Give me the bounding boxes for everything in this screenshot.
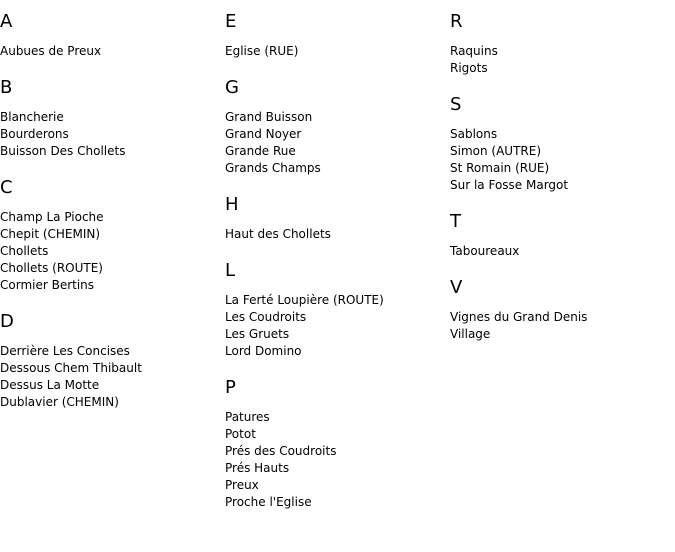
street-name: Sur la Fosse Margot bbox=[450, 178, 569, 192]
street-list bbox=[0, 343, 220, 411]
street-list bbox=[0, 209, 220, 294]
street-name: Blancherie bbox=[0, 110, 64, 124]
letter-group-s bbox=[450, 93, 670, 194]
street-list bbox=[450, 43, 670, 77]
letter-group-c bbox=[0, 176, 220, 294]
street-name: Eglise (RUE) bbox=[225, 44, 299, 58]
street-name: Dessus La Motte bbox=[0, 378, 100, 392]
street-name: Proche l'Eglise bbox=[225, 495, 312, 509]
letter-group-p bbox=[225, 376, 445, 511]
street-list bbox=[0, 43, 220, 60]
street-name: Buisson Des Chollets bbox=[0, 144, 126, 158]
street-list bbox=[450, 126, 670, 194]
street-name: Patures bbox=[225, 410, 270, 424]
letter-heading: D bbox=[0, 311, 14, 332]
street-name: Dessous Chem Thibault bbox=[0, 361, 142, 375]
letter-group-g bbox=[225, 76, 445, 177]
street-name: Simon (AUTRE) bbox=[450, 144, 542, 158]
letter-group-b bbox=[0, 76, 220, 160]
letter-group-a bbox=[0, 10, 220, 60]
letter-group-r bbox=[450, 10, 670, 77]
letter-heading: V bbox=[450, 277, 463, 298]
letter-heading: C bbox=[0, 177, 13, 198]
street-list bbox=[225, 409, 445, 511]
street-name: Lord Domino bbox=[225, 344, 302, 358]
street-name: Sablons bbox=[450, 127, 498, 141]
street-name: Derrière Les Concises bbox=[0, 344, 130, 358]
street-list bbox=[0, 109, 220, 160]
street-name: St Romain (RUE) bbox=[450, 161, 550, 175]
letter-heading: E bbox=[225, 11, 237, 32]
street-name: Grande Rue bbox=[225, 144, 296, 158]
street-name: Prés des Coudroits bbox=[225, 444, 337, 458]
letter-heading: S bbox=[450, 94, 462, 115]
street-name: Chollets (ROUTE) bbox=[0, 261, 103, 275]
street-list bbox=[225, 43, 445, 60]
street-name: Preux bbox=[225, 478, 259, 492]
letter-heading: B bbox=[0, 77, 13, 98]
street-name: Grand Buisson bbox=[225, 110, 313, 124]
letter-heading: L bbox=[225, 260, 236, 281]
street-list bbox=[450, 243, 670, 260]
street-name: Les Gruets bbox=[225, 327, 290, 341]
street-name: Chollets bbox=[0, 244, 49, 258]
street-name: Rigots bbox=[450, 61, 488, 75]
letter-heading: H bbox=[225, 194, 239, 215]
street-name: La Ferté Loupière (ROUTE) bbox=[225, 293, 384, 307]
letter-group-h bbox=[225, 193, 445, 243]
street-list bbox=[225, 109, 445, 177]
letter-group-t bbox=[450, 210, 670, 260]
street-name: Raquins bbox=[450, 44, 498, 58]
street-name: Grand Noyer bbox=[225, 127, 302, 141]
street-name: Haut des Chollets bbox=[225, 227, 331, 241]
street-name: Village bbox=[450, 327, 491, 341]
street-name: Chepit (CHEMIN) bbox=[0, 227, 101, 241]
letter-heading: P bbox=[225, 377, 236, 398]
street-name: Aubues de Preux bbox=[0, 44, 102, 58]
street-name: Dublavier (CHEMIN) bbox=[0, 395, 119, 409]
index-column-3 bbox=[450, 10, 670, 359]
street-list bbox=[225, 292, 445, 360]
street-name: Bourderons bbox=[0, 127, 69, 141]
street-name: Champ La Pioche bbox=[0, 210, 104, 224]
street-name: Cormier Bertins bbox=[0, 278, 95, 292]
letter-heading: T bbox=[450, 211, 461, 232]
letter-group-d bbox=[0, 310, 220, 411]
letter-heading: G bbox=[225, 77, 239, 98]
letter-group-e bbox=[225, 10, 445, 60]
street-name: Vignes du Grand Denis bbox=[450, 310, 588, 324]
index-column-2 bbox=[225, 10, 445, 527]
street-list bbox=[450, 309, 670, 343]
street-name: Les Coudroits bbox=[225, 310, 307, 324]
street-name: Prés Hauts bbox=[225, 461, 290, 475]
letter-group-v bbox=[450, 276, 670, 343]
street-name: Taboureaux bbox=[450, 244, 520, 258]
letter-heading: A bbox=[0, 11, 13, 32]
index-column-1 bbox=[0, 10, 220, 427]
street-list bbox=[225, 226, 445, 243]
street-name: Grands Champs bbox=[225, 161, 321, 175]
street-name: Potot bbox=[225, 427, 256, 441]
letter-heading: R bbox=[450, 11, 463, 32]
letter-group-l bbox=[225, 259, 445, 360]
